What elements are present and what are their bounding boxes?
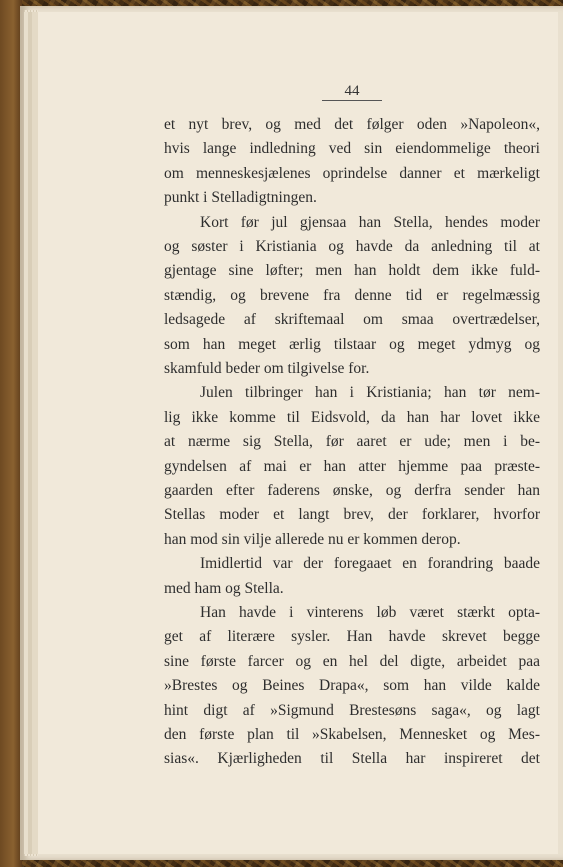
text-line: sias«. Kjærligheden til Stella har inspireret det xyxy=(164,750,540,768)
text-line: gjentage sine løfter; men han holdt dem ikke fuld- xyxy=(164,262,540,280)
text-line: om menneskesjælenes oprindelse danner et mærkeligt xyxy=(164,164,540,182)
text-line: ledsagede af skriftemaal om smaa overtrædelser, xyxy=(164,311,540,329)
text-line: gaarden efter faderens ønske, og derfra sender han xyxy=(164,482,540,499)
text-line: Imidlertid var der foregaaet en forandring baade xyxy=(200,555,540,573)
text-line: Han havde i vinterens løb været stærkt opta- xyxy=(200,604,540,621)
text-line: »Brestes og Beines Drapa«, som han vilde kalde xyxy=(164,677,540,695)
text-line: han mod sin vilje allerede nu er kommen derop. xyxy=(164,530,461,548)
text-line: Julen tilbringer han i Kristiania; han tør nem- xyxy=(200,384,540,402)
text-line: med ham og Stella. xyxy=(164,579,284,597)
leather-spine xyxy=(0,0,22,867)
text-line: lig ikke komme til Eidsvold, da han har lovet ikke xyxy=(164,408,540,426)
text-line: hint digt af »Sigmund Brestesøns saga«, og lagt xyxy=(164,701,540,719)
text-line: punkt i Stelladigtningen. xyxy=(164,189,317,207)
page-number: 44 xyxy=(322,83,382,101)
text-line: at nærme sig Stella, før aaret er ude; men i be- xyxy=(164,433,540,451)
text-line: Stellas moder et langt brev, der forklarer, hvorfor xyxy=(164,506,540,524)
text-line: Kort før jul gjensaa han Stella, hendes moder xyxy=(200,213,540,231)
text-line: som han meget ærlig tilstaar og meget ydmyg og xyxy=(164,335,540,353)
text-line: hvis lange indledning ved sin eiendommelige theori xyxy=(164,140,540,158)
text-line: sine første farcer og en hel del digte, arbeidet paa xyxy=(164,652,540,670)
text-line: stændig, og brevene fra denne tid er regelmæssig xyxy=(164,286,540,304)
text-line: et nyt brev, og med det følger oden »Napoleon«, xyxy=(164,116,540,133)
text-line: og søster i Kristiania og havde da anledning til at xyxy=(164,238,540,255)
text-line: skamfuld beder om tilgivelse for. xyxy=(164,360,370,377)
text-line: get af literære sysler. Han havde skrevet begge xyxy=(164,628,540,646)
page-stack-edges xyxy=(24,10,38,856)
text-line: den første plan til »Skabelsen, Mennesket og Mes- xyxy=(164,726,540,743)
text-line: gyndelsen af mai er han atter hjemme paa præste- xyxy=(164,457,540,475)
